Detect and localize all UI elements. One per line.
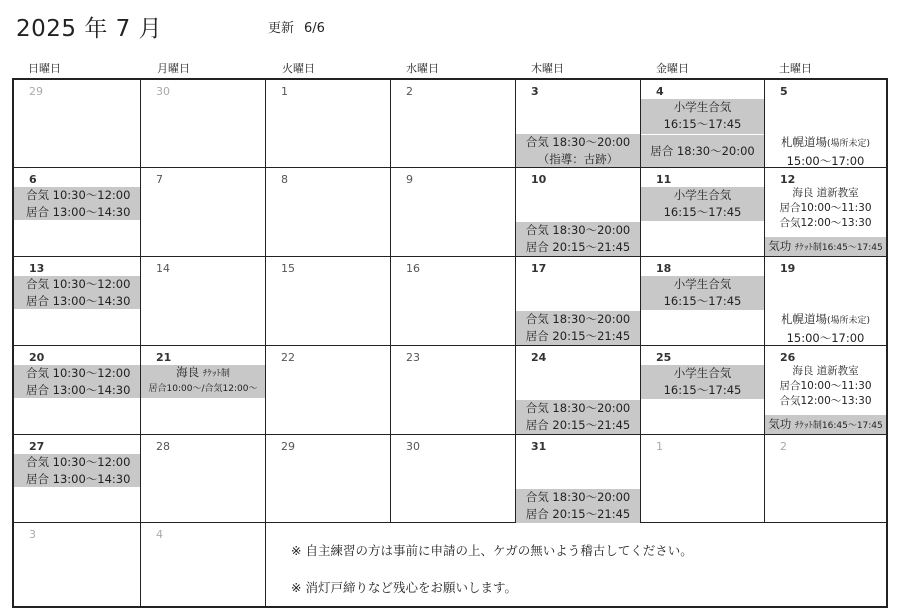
event-ticket: ﾁｹｯﾄ制16:45〜17:45	[794, 421, 883, 431]
day-number: 28	[156, 440, 170, 453]
day-number: 22	[281, 351, 295, 364]
day-number: 26	[780, 351, 796, 364]
day-number: 3	[29, 528, 36, 541]
day-cell[interactable]	[516, 346, 641, 435]
day-number: 17	[531, 262, 547, 275]
day-cell[interactable]	[14, 435, 141, 523]
event-line: 居合 20:15〜21:45	[525, 417, 631, 432]
day-cell[interactable]	[391, 346, 516, 435]
day-cell[interactable]	[266, 80, 391, 168]
event-line: 合気 10:30〜12:00	[26, 455, 131, 469]
day-cell[interactable]	[765, 346, 886, 435]
event-line: 気功	[768, 417, 792, 431]
note-self-practice: ※ 自主練習の方は事前に申請の上、ケガの無いよう稽古してください。	[291, 543, 693, 558]
day-cell[interactable]	[391, 435, 516, 523]
event-thursday-practice[interactable]	[516, 400, 640, 434]
event-line: 合気12:00〜13:30	[779, 217, 872, 229]
day-number: 12	[780, 173, 796, 186]
event-line: 16:15〜17:45	[663, 382, 742, 397]
day-cell[interactable]	[641, 346, 765, 435]
day-number: 10	[531, 173, 547, 186]
day-cell[interactable]	[141, 435, 266, 523]
event-thursday-practice[interactable]	[516, 311, 640, 345]
day-number: 15	[281, 262, 295, 275]
event-sapporo-dojo[interactable]	[765, 311, 886, 346]
event-line: 合気 10:30〜12:00	[26, 366, 131, 380]
event-sunday-practice[interactable]	[14, 276, 140, 309]
event-sapporo-dojo[interactable]	[765, 134, 886, 169]
event-line: 札幌道場	[780, 312, 827, 326]
day-number: 5	[780, 85, 788, 98]
event-line: 16:15〜17:45	[663, 204, 742, 219]
event-note: (場所未定)	[826, 139, 871, 149]
day-number: 4	[156, 528, 163, 541]
event-line: 合気 18:30〜20:00	[525, 223, 631, 237]
day-cell[interactable]	[14, 80, 141, 168]
day-cell[interactable]	[765, 257, 886, 346]
weekday-tue: 火曜日	[282, 62, 315, 75]
event-line: 小学生合気	[673, 277, 732, 291]
event-line: 気功	[768, 239, 792, 253]
event-line: 15:00〜17:00	[786, 153, 865, 168]
day-number: 23	[406, 351, 420, 364]
day-cell[interactable]	[391, 257, 516, 346]
event-sunday-practice[interactable]	[14, 365, 140, 398]
day-cell[interactable]	[765, 168, 886, 257]
event-line: 居合 13:00〜14:30	[26, 293, 131, 308]
day-cell[interactable]	[14, 523, 141, 606]
event-note: (場所未定)	[826, 316, 871, 326]
event-line: 合気 18:30〜20:00	[525, 401, 631, 415]
day-cell[interactable]	[765, 80, 886, 168]
day-cell[interactable]	[141, 168, 266, 257]
day-number: 9	[406, 173, 413, 186]
calendar-title: 2025 年 7 月	[16, 16, 163, 42]
event-unabara-doshin[interactable]	[765, 364, 886, 409]
day-number: 24	[531, 351, 547, 364]
day-number: 7	[156, 173, 163, 186]
event-line: 合気 18:30〜20:00	[525, 312, 631, 326]
event-iai[interactable]: 居合 18:30〜20:00	[641, 135, 764, 167]
day-number: 6	[29, 173, 37, 186]
event-line: 札幌道場	[780, 135, 827, 149]
event-aiki-shido[interactable]	[516, 134, 640, 167]
event-line: 居合 20:15〜21:45	[525, 239, 631, 254]
event-kids-aiki[interactable]	[641, 276, 764, 310]
updated-date: 6/6	[304, 21, 325, 36]
updated-label: 更新	[268, 21, 295, 36]
event-line: （指導：古跡）	[537, 151, 619, 166]
day-cell[interactable]	[391, 80, 516, 168]
day-cell[interactable]	[14, 346, 141, 435]
event-line: 居合 20:15〜21:45	[525, 328, 631, 343]
day-cell[interactable]	[641, 257, 765, 346]
day-cell[interactable]	[266, 346, 391, 435]
event-line: 小学生合気	[673, 188, 732, 202]
day-cell[interactable]	[391, 168, 516, 257]
event-line: 海良	[176, 365, 200, 379]
event-unabara-ticket[interactable]	[141, 365, 265, 398]
event-kids-aiki[interactable]	[641, 365, 764, 399]
weekday-mon: 月曜日	[157, 62, 190, 75]
day-cell[interactable]	[516, 80, 641, 168]
event-line: 15:00〜17:00	[786, 330, 865, 345]
day-cell[interactable]	[765, 435, 886, 523]
event-line: 居合 20:15〜21:45	[525, 506, 631, 521]
day-number: 30	[406, 440, 420, 453]
day-cell[interactable]	[141, 257, 266, 346]
weekday-thu: 木曜日	[531, 62, 564, 75]
day-number: 4	[656, 85, 664, 98]
event-line: 居合 13:00〜14:30	[26, 204, 131, 219]
day-cell[interactable]	[641, 80, 765, 168]
weekday-sat: 土曜日	[779, 62, 812, 75]
day-number: 13	[29, 262, 45, 275]
updated-info	[268, 17, 325, 36]
day-number: 3	[531, 85, 539, 98]
day-number: 11	[656, 173, 672, 186]
day-number: 20	[29, 351, 45, 364]
day-cell[interactable]	[641, 435, 765, 523]
event-sunday-practice[interactable]	[14, 454, 140, 487]
day-number: 27	[29, 440, 45, 453]
event-ticket: ﾁｹｯﾄ制	[202, 369, 230, 379]
day-number: 2	[780, 440, 787, 453]
event-kids-aiki[interactable]	[641, 99, 764, 134]
day-cell[interactable]	[14, 168, 141, 257]
note-lights-out: ※ 消灯戸締りなど残心をお願いします。	[291, 580, 517, 595]
event-sunday-practice[interactable]	[14, 187, 140, 220]
event-line: 小学生合気	[673, 100, 732, 114]
day-number: 1	[656, 440, 663, 453]
event-line: 海良 道新教室	[792, 187, 859, 199]
event-ticket: ﾁｹｯﾄ制16:45〜17:45	[794, 243, 883, 253]
event-line: 居合 13:00〜14:30	[26, 382, 131, 397]
day-cell[interactable]	[141, 80, 266, 168]
day-cell[interactable]	[516, 168, 641, 257]
day-cell[interactable]	[516, 435, 641, 523]
event-line: 合気 18:30〜20:00	[525, 490, 631, 504]
day-number: 30	[156, 85, 170, 98]
weekday-sun: 日曜日	[28, 62, 61, 75]
day-cell[interactable]	[141, 523, 266, 606]
event-line: 16:15〜17:45	[663, 293, 742, 308]
event-line: 居合10:00〜11:30	[779, 380, 872, 392]
day-number: 16	[406, 262, 420, 275]
day-cell[interactable]	[516, 257, 641, 346]
day-number: 2	[406, 85, 413, 98]
weekday-wed: 水曜日	[406, 62, 439, 75]
event-thursday-practice[interactable]	[516, 222, 640, 256]
day-number: 14	[156, 262, 170, 275]
day-cell[interactable]	[641, 168, 765, 257]
day-cell[interactable]	[266, 257, 391, 346]
event-line: 合気12:00〜13:30	[779, 395, 872, 407]
day-number: 19	[780, 262, 796, 275]
event-line: 16:15〜17:45	[663, 116, 742, 131]
event-line: 小学生合気	[673, 366, 732, 380]
event-line: 合気 18:30〜20:00	[525, 135, 631, 149]
event-line: 合気 10:30〜12:00	[26, 277, 131, 291]
event-unabara-doshin[interactable]	[765, 186, 886, 231]
event-kids-aiki[interactable]	[641, 187, 764, 221]
day-cell[interactable]	[266, 168, 391, 257]
event-thursday-practice[interactable]	[516, 489, 640, 523]
notes-cell	[266, 523, 886, 606]
day-number: 21	[156, 351, 172, 364]
day-number: 29	[29, 85, 43, 98]
day-number: 8	[281, 173, 288, 186]
weekday-fri: 金曜日	[656, 62, 689, 75]
day-number: 1	[281, 85, 288, 98]
event-line: 居合10:00〜11:30	[779, 202, 872, 214]
day-cell[interactable]	[141, 346, 266, 435]
event-line: 合気 10:30〜12:00	[26, 188, 131, 202]
event-line: 居合10:00〜/合気12:00〜	[148, 384, 258, 394]
day-number: 31	[531, 440, 547, 453]
day-number: 29	[281, 440, 295, 453]
day-number: 25	[656, 351, 672, 364]
day-cell[interactable]	[266, 435, 391, 523]
calendar-grid	[12, 78, 888, 608]
event-line: 海良 道新教室	[792, 365, 859, 377]
day-cell[interactable]	[14, 257, 141, 346]
event-kiko[interactable]	[765, 237, 886, 256]
day-number: 18	[656, 262, 672, 275]
event-line: 居合 13:00〜14:30	[26, 471, 131, 486]
event-kiko[interactable]	[765, 415, 886, 434]
